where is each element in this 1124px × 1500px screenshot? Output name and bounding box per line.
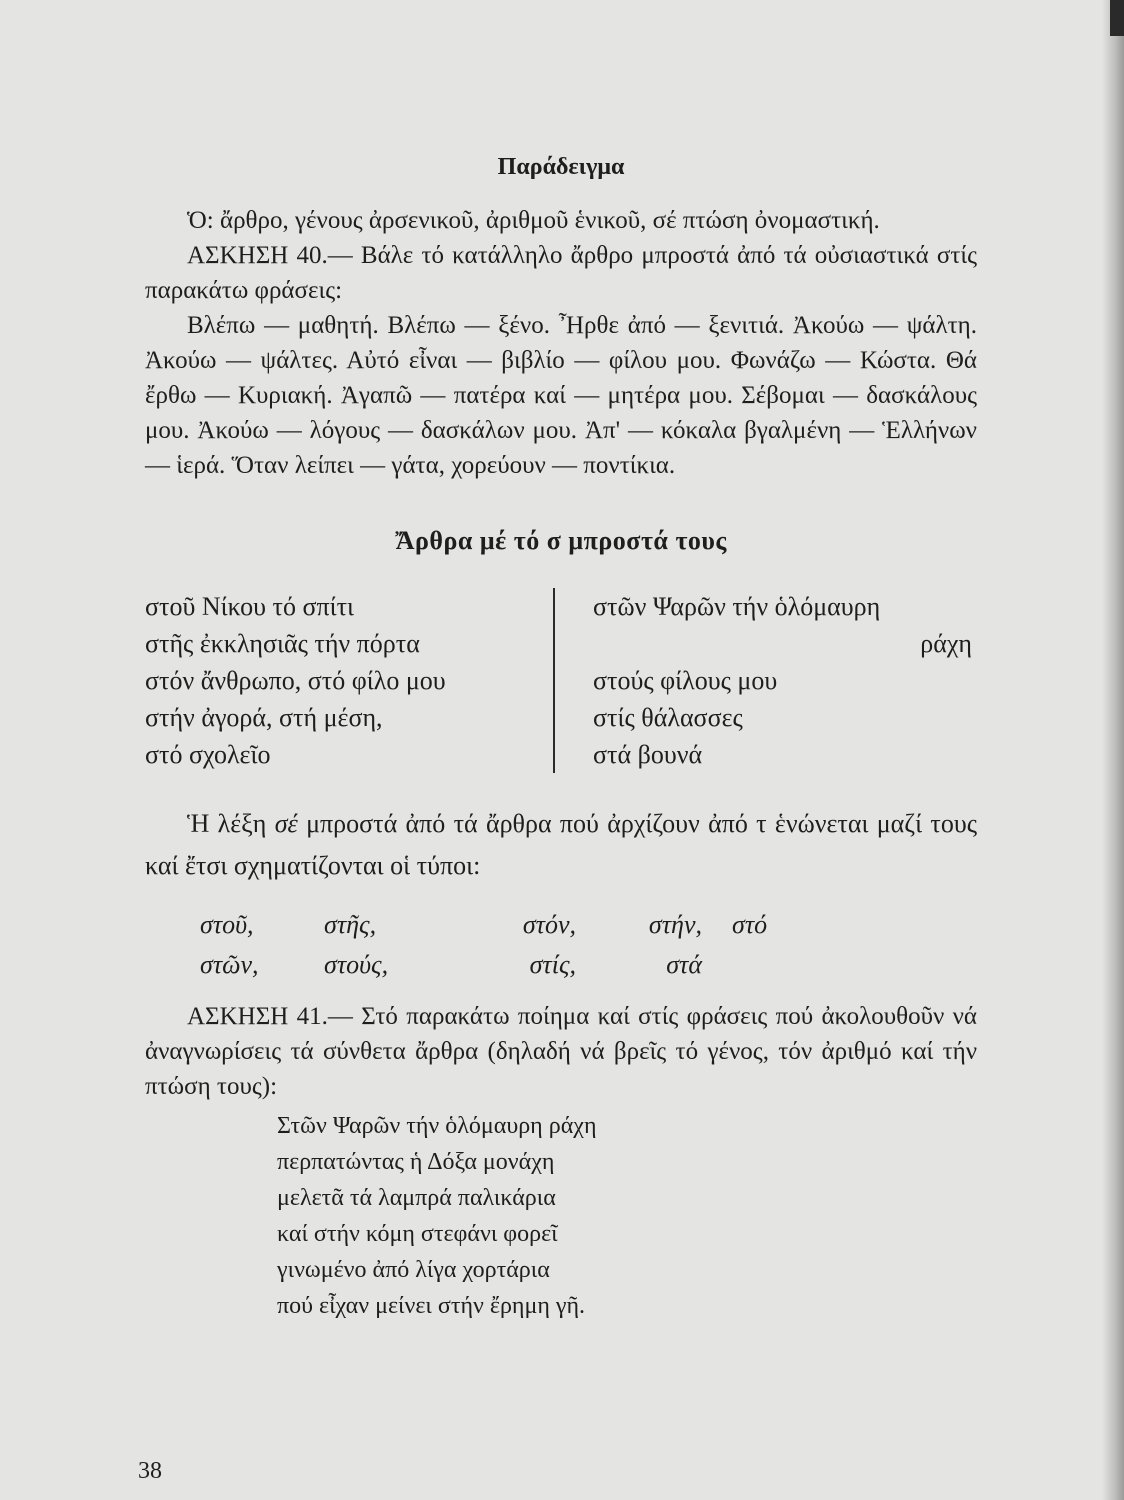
page-edge [1102, 0, 1124, 1500]
right-line: στῶν Ψαρῶν τήν ὁλόμαυρη [593, 592, 881, 621]
form-item: στόν, [522, 910, 576, 939]
exercise-41-instruction-text: Στό παρακάτω ποίημα καί στίς φράσεις πού ἀκολουθοῦν νά ἀναγνωρίσεις τά σύνθετα ἄρθρα (δηλαδή νά βρεῖς τό γένος, τόν ἀριθμό καί τήν πτώση τους): [145, 1003, 978, 1100]
left-line: στῆς ἐκκλησιᾶς τήν πόρτα [145, 629, 420, 658]
poem-line: μελετᾶ τά λαμπρά παλικάρια [277, 1185, 556, 1211]
right-column [555, 588, 977, 773]
poem-line: πού εἶχαν μείνει στήν ἔρημη γῆ. [277, 1293, 586, 1319]
exercise-41-instruction [145, 999, 977, 1104]
section-title: Παράδειγμα [497, 154, 625, 180]
form-item: στά [666, 950, 702, 979]
page-content [145, 150, 977, 1324]
poem-line: καί στήν κόμη στεφάνι φορεῖ [277, 1221, 558, 1247]
poem-line: Στῶν Ψαρῶν τήν ὁλόμαυρη ράχη [277, 1113, 597, 1139]
exercise-41-label: ΑΣΚΗΣΗ 41.— [187, 1003, 353, 1030]
form-item: στό [732, 910, 768, 939]
form-item: στῆς, [324, 910, 377, 939]
exercise-40-instruction [145, 238, 977, 308]
form-item: στήν, [648, 910, 702, 939]
right-line: στά βουνά [593, 740, 703, 769]
rule-italic-word: σέ [274, 809, 298, 838]
exercise-40-label: ΑΣΚΗΣΗ 40.— [187, 242, 353, 269]
exercise-40-instruction-text: Βάλε τό κατάλληλο ἄρθρο μπροστά ἀπό τά οὐσιαστικά στίς παρακάτω φράσεις: [145, 242, 978, 304]
rule-paragraph [145, 803, 977, 887]
form-item: στίς, [529, 950, 576, 979]
right-line: στούς φίλους μου [593, 666, 778, 695]
example-text: Ὁ: ἄρθρο, γένους ἀρσενικοῦ, ἀριθμοῦ ἑνικοῦ, σέ πτώση ὀνομαστική. [187, 207, 880, 234]
page-number: 38 [138, 1458, 162, 1484]
rule-part1: Ἡ λέξη [187, 809, 275, 838]
poem-line: περπατώντας ἡ Δόξα μονάχη [277, 1149, 555, 1175]
article-forms [145, 905, 977, 985]
form-item: στοῦ, [200, 910, 254, 939]
poem-line: γινωμένο ἀπό λίγα χορτάρια [277, 1257, 550, 1283]
section2-title: Ἄρθρα μέ τό σ μπροστά τους [395, 526, 727, 555]
left-column [145, 588, 555, 773]
right-line: στίς θάλασσες [593, 703, 743, 732]
left-line: στήν ἀγορά, στή μέση, [145, 703, 383, 732]
poem [145, 1108, 977, 1324]
corner-mark [1110, 0, 1124, 36]
left-line: στόν ἄνθρωπο, στό φίλο μου [145, 666, 446, 695]
rule-part2: μπροστά ἀπό τά ἄρθρα πού ἀρχίζουν ἀπό τ ἑνώνεται μαζί τους καί ἔτσι σχηματίζονται οἱ τύποι: [145, 809, 977, 880]
exercise-40-body: Βλέπω — μαθητή. Βλέπω — ξένο. Ἦρθε ἀπό — ξενιτιά. Ἀκούω — ψάλτη. Ἀκούω — ψάλτες. Αὐτό εἶναι — βιβλίο — φίλου μου. Φωνάζω — Κώστα. Θά ἔρθω — Κυριακή. Ἀγαπῶ — πατέρα καί — μητέρα μου. Σέβομαι — δασκάλους μου. Ἀκούω — λόγους — δασκάλων μου. Ἀπ' — κόκαλα βγαλμένη — Ἑλλήνων — ἱερά. Ὅταν λείπει — γάτα, χορεύουν — ποντίκια. [145, 312, 977, 479]
form-item: στῶν, [200, 950, 259, 979]
form-item: στούς, [324, 950, 389, 979]
right-line-continuation: ράχη [920, 629, 972, 658]
left-line: στοῦ Νίκου τό σπίτι [145, 592, 355, 621]
forms-row-1 [145, 905, 977, 945]
left-line: στό σχολεῖο [145, 740, 271, 769]
examples-columns [145, 588, 977, 773]
forms-row-2 [145, 945, 977, 985]
